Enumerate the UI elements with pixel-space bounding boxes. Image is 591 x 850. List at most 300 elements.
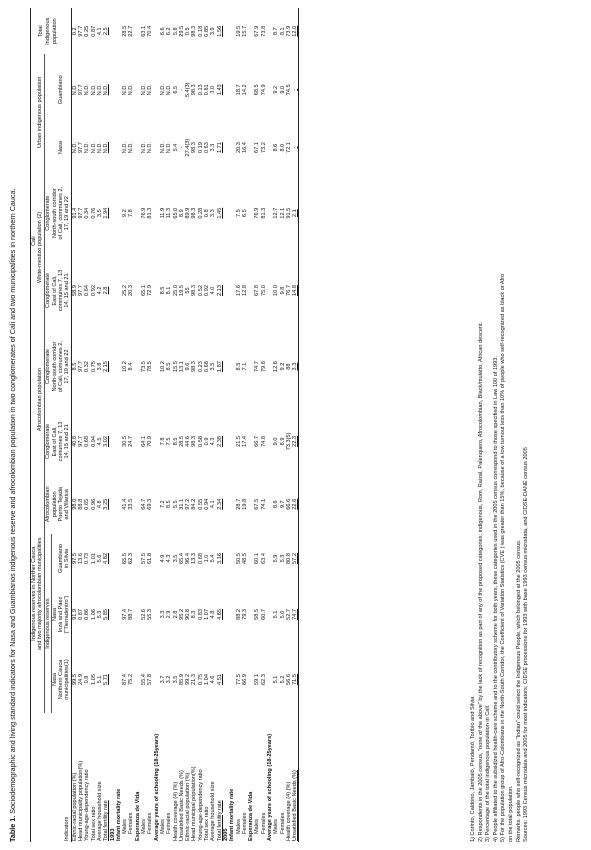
cell-value: 28.7 [235, 498, 242, 510]
header-comm-ns-b1: 17, 19 and 22 [64, 325, 71, 409]
cell-value: 4.82 [103, 553, 110, 564]
cell-value: 31.1 [178, 498, 185, 510]
header-nasa2-sub2: ("Tierradentro") [64, 583, 71, 646]
cell-value: 20.3 [235, 142, 242, 154]
cell-value: 81.3 [147, 207, 154, 219]
cell-value: 12.7 [273, 207, 280, 219]
cell-value: 72.9 [147, 285, 154, 296]
cell-value: 0.23 [197, 361, 204, 373]
cell-value: 0.55 [197, 498, 204, 510]
cell-value: 16.4 [241, 142, 248, 154]
cell-value: 88 [285, 363, 292, 370]
cell-value: 73.3(5) [285, 432, 292, 451]
header-east-cali-1: East of Cali, [51, 426, 58, 457]
header-comm-east-2: communes 7, 13 [58, 269, 65, 312]
cell-value: 1.04 [204, 674, 211, 685]
cell-value: 0.73 [84, 553, 91, 564]
header-nasa-2: Nasa [51, 607, 58, 621]
cell-value: 8.9 [178, 209, 185, 218]
cell-value: 76.7 [285, 285, 292, 296]
cell-value: 30.5 [122, 435, 129, 447]
cell-value: 4.5 [96, 437, 103, 446]
cell-value: 6.6 [159, 27, 166, 36]
cell-value: 3.16 [216, 553, 223, 564]
cell-value: 9.0 [279, 85, 286, 94]
cell-value: 97.4 [122, 609, 129, 620]
cell-value: 4.8 [210, 610, 217, 619]
cell-value: 0.86 [84, 609, 91, 620]
cell-value: 5.4 [172, 143, 179, 152]
table-body [71, 8, 299, 842]
cell-value: N.D. [90, 142, 97, 154]
cell-value: 95.2 [178, 609, 185, 620]
cell-value: 98.0 [71, 498, 78, 510]
header-comm-ns-1: of Cali, comunnes 2, [58, 341, 65, 393]
cell-value: 0.65 [84, 498, 91, 510]
table-caption [8, 12, 17, 842]
cell-value: N.D. [159, 142, 166, 154]
cell-value: 2.15 [103, 361, 110, 373]
cell-value: - [292, 54, 299, 125]
cell-value: 0.5 [185, 27, 192, 36]
header-ns-corridor-1: North-south corridor [51, 341, 58, 392]
row-label: Head municipal population(%) [191, 766, 198, 841]
cell-value: 8.5 [166, 362, 173, 371]
header-comm-ns-b2: 17, 19 and 22 [64, 170, 71, 256]
cell-value: 3.2 [166, 675, 173, 684]
cell-value: N.D. [96, 84, 103, 96]
cell-value: 9.2 [273, 85, 280, 94]
cell-value: 5.5 [172, 500, 179, 509]
cell-value: 25.2 [122, 285, 129, 296]
cell-value: 79.3 [241, 609, 248, 620]
cell-value: 4.2 [96, 286, 103, 295]
row-label: Ethnic-racial population (%) [71, 772, 78, 841]
row-label: Average years of schooling (18-25years) [266, 733, 273, 841]
header-conglomerate-3: Conglomerate [45, 272, 52, 309]
header-afro-4: and Villarica [64, 474, 71, 534]
header-guam-sub: in Silvia [64, 534, 71, 583]
cell-value: 5.4(3) [185, 82, 192, 98]
cell-value: 6.2 [166, 27, 173, 36]
cell-value: 3.5 [96, 209, 103, 218]
cell-value: 91.5 [285, 207, 292, 219]
cell-value: 73.9 [285, 25, 292, 37]
cell-value: 22.3 [292, 408, 299, 474]
cell-value: 48.5 [241, 553, 248, 564]
cell-value: 60.1 [254, 553, 261, 564]
cell-value: 0.19 [197, 142, 204, 154]
cell-value: 0.28 [197, 207, 204, 219]
cell-value: N.D. [71, 142, 78, 154]
cell-value: 3.02 [103, 435, 110, 447]
row-label: Average household size [210, 781, 217, 841]
cell-value: 0.63 [204, 142, 211, 154]
cell-value: 14.2 [241, 84, 248, 96]
cell-value: 12.6 [273, 361, 280, 373]
header-white-pop: White-mestizo population (2) [37, 170, 44, 325]
cell-value: 98.3 [191, 285, 198, 296]
cell-value: 97.7 [78, 84, 85, 96]
cell-value: 13.6 [78, 553, 85, 564]
row-label: Infant mortality rate [115, 788, 122, 841]
row-label: Health coverage (4) (%) [285, 781, 292, 841]
cell-value: 88.7 [128, 609, 135, 620]
cell-value: 3.3 [210, 143, 217, 152]
cell-value: 0.68 [204, 361, 211, 373]
cell-value: 70.9 [147, 435, 154, 447]
cell-value: 75.2 [128, 674, 135, 685]
cell-value: 28.5 [178, 435, 185, 447]
cell-value: 56.6 [285, 674, 292, 685]
cell-value: 5.1 [273, 610, 280, 619]
cell-value: 64.7 [141, 498, 148, 510]
cell-value: 88.2 [235, 609, 242, 620]
row-label: Females [279, 812, 286, 834]
cell-value: 97.7 [78, 285, 85, 296]
cell-value: 2.13 [216, 285, 223, 296]
row-label: Total fertility rate [103, 800, 110, 841]
cell-value: 33.5 [128, 498, 135, 510]
cell-value: 0.8 [204, 209, 211, 218]
cell-value: 59.1 [254, 674, 261, 685]
cell-value: 78.5 [147, 361, 154, 373]
row-label: Total sex ratio [204, 806, 211, 841]
cell-value: 5.9 [273, 554, 280, 563]
cell-value: 24.9 [78, 674, 85, 685]
cell-value: 10.0 [273, 285, 280, 296]
cell-value: 2.8 [172, 610, 179, 619]
cell-value: 3.3 [210, 209, 217, 218]
header-ns-corridor-2: North-south corridor [51, 188, 58, 239]
cell-value: 9.7 [279, 500, 286, 509]
cell-value: 4.8 [96, 500, 103, 509]
cell-value: 52.6 [141, 609, 148, 620]
cell-value: 15.5 [172, 361, 179, 373]
cell-value: 89.9 [185, 207, 192, 219]
cell-value: N.D. [141, 84, 148, 96]
cell-value: 58.5 [254, 609, 261, 620]
cell-value: 0.92 [204, 285, 211, 296]
cell-value: 52.7 [285, 609, 292, 620]
header-nasa-1: Nasa [51, 672, 58, 687]
cell-value: 63.1 [141, 25, 148, 37]
year-label: 2005 [222, 828, 229, 841]
cell-value: 8.5 [235, 362, 242, 371]
footnote: 4) People affiliated to the subsidized health-care scheme and to the contributory scheme for both years, these categories used in the 2005 census correspond to those specified in Law 100 of 1993. [492, 356, 499, 842]
row-label: Females [260, 812, 267, 834]
cell-value: 15.7 [241, 25, 248, 37]
cell-value: 7.2 [159, 500, 166, 509]
cell-value: 67.5 [254, 498, 261, 510]
row-label: Ethnic-racial population (%) [185, 772, 192, 841]
cell-value: 3.3 [159, 610, 166, 619]
cell-value: N.D. [128, 142, 135, 154]
cell-value: 67.9 [254, 25, 261, 37]
header-comm-ns-2: of Cali, communes 2, [58, 186, 65, 240]
cell-value: 7.5 [235, 209, 242, 218]
cell-value: 0.58 [197, 435, 204, 447]
cell-value: 57.2 [292, 534, 299, 583]
header-comm-east-b1: 14, 15 and 21 [64, 408, 71, 474]
cell-value: 64.1 [141, 435, 148, 447]
data-table [30, 8, 299, 842]
header-north-cauca: Indigenous reserves in Norther Cauca [31, 474, 38, 713]
row-label: Esperanza de Vida [248, 791, 255, 841]
cell-value: 98.3 [191, 361, 198, 373]
row-label: Females [166, 812, 173, 834]
header-nasa-sub2: municipalities(1) [64, 646, 71, 713]
cell-value: 55.4 [141, 674, 148, 685]
cell-value: 1.45 [216, 207, 223, 219]
header-guambiano-col: Guambiano [58, 75, 65, 105]
cell-value: 11.9 [159, 207, 166, 219]
cell-value: 0.87 [78, 609, 85, 620]
cell-value: 3.5 [172, 554, 179, 563]
header-nasa-sub1: Northern Cauca [58, 659, 65, 700]
cell-value: 5.3 [279, 554, 286, 563]
footnote: Remarks: people who self-recognized as "Indian" could select the Indigenous People, which belonged at the 2005 census. [515, 539, 522, 842]
cell-value: 14.8 [292, 256, 299, 324]
cell-value: 75.0 [260, 285, 267, 296]
row-label: Males [235, 819, 242, 834]
cell-value: 0.83 [197, 609, 204, 620]
cell-value: 5.2 [279, 675, 286, 684]
cell-value: 62.3 [260, 674, 267, 685]
header-east-cali-2: East of Cali, [51, 275, 58, 306]
row-label: Esperanza de Vida [134, 791, 141, 841]
cell-value: 4.1 [210, 500, 217, 509]
cell-value: 22.7 [128, 25, 135, 37]
cell-value: 98.3 [191, 435, 198, 447]
cell-value: 44.6 [185, 435, 192, 447]
cell-value: 58.9 [71, 285, 78, 296]
cell-value: 74.7 [292, 583, 299, 646]
cell-value: 79.8 [260, 361, 267, 373]
row-label: Total fertility rate [216, 800, 223, 841]
cell-value: 17.4 [241, 435, 248, 447]
cell-value: 67.1 [254, 142, 261, 154]
cell-value: 97.7 [78, 142, 85, 154]
cell-value: 91.4 [71, 207, 78, 219]
cell-value: 1.05 [90, 674, 97, 685]
row-label: Total sex ratio [90, 806, 97, 841]
cell-value: 1.56 [216, 25, 223, 37]
cell-value: 74.5 [285, 84, 292, 96]
cell-value: 5.1 [96, 675, 103, 684]
cell-value: 1.0 [204, 554, 211, 563]
cell-value: 97.2 [185, 498, 192, 510]
cell-value: 0.68 [84, 435, 91, 447]
cell-value: 74.7 [254, 361, 261, 373]
header-cali: Cali [31, 8, 38, 474]
cell-value: 67.8 [254, 285, 261, 296]
cell-value: 40.8 [71, 435, 78, 447]
cell-value: 5.6 [96, 554, 103, 563]
cell-value: N.D. [103, 142, 110, 154]
row-label: Average household size [96, 781, 103, 841]
cell-value: 12.1 [279, 207, 286, 219]
caption-label: Table 1. [8, 815, 17, 842]
cell-value: 0.34 [84, 207, 91, 219]
cell-value: 66.6 [285, 498, 292, 510]
cell-value: 21.3 [191, 674, 198, 685]
cell-value: 0.68 [197, 553, 204, 564]
row-label: Males [122, 819, 129, 834]
cell-value: 1.71 [216, 142, 223, 154]
cell-value: 8.1 [166, 286, 173, 295]
cell-value: 3.5 [210, 362, 217, 371]
cell-value: 1.07 [204, 609, 211, 620]
cell-value: 4.0 [210, 286, 217, 295]
row-label: Males [273, 819, 280, 834]
row-label: Females [241, 812, 248, 834]
row-label: Young-age-dependency ratio [197, 769, 204, 841]
header-nasa2-sub1: Inzá and Páez [58, 596, 65, 633]
row-label: Young-age-dependency ratio [84, 769, 91, 841]
header-conglomerate-4: Conglomerate [45, 195, 52, 231]
cell-value: 19.8 [241, 498, 248, 510]
cell-value: 85.9 [178, 674, 185, 685]
cell-value: 98.3 [191, 25, 198, 37]
cell-value: N.D. [166, 84, 173, 96]
cell-value: 73.5 [141, 361, 148, 373]
cell-value: 61.8 [147, 553, 154, 564]
cell-value: 2.8 [103, 286, 110, 295]
footnote: Sources: 1993 Census microdata and 2005 for most indicators; CIDSE processions for 1993 with base 1993 census microdata, and CIDSE-DANE census 2005 [523, 447, 530, 842]
cell-value: 50.5 [235, 553, 242, 564]
cell-value: 87.4 [122, 674, 129, 685]
caption-text: Sociodemographic and living standard indicators for Nasa and Guambianos indigenous reserve and afrocolombian population in two conglomerates of Cali and two municipalities in northern Cauca. [8, 188, 17, 814]
cell-value: 8.5 [71, 362, 78, 371]
header-indigenous: Indigenous [45, 17, 52, 45]
row-label: Average years of schooling (18-25years) [153, 733, 160, 841]
row-label: Females [147, 812, 154, 834]
cell-value: 9.0 [273, 437, 280, 446]
cell-value: 8.6 [273, 143, 280, 152]
cell-value: 84.2 [191, 498, 198, 510]
cell-value: N.D. [71, 84, 78, 96]
cell-value: 13.1 [178, 361, 185, 373]
cell-value: 0.94 [204, 498, 211, 510]
cell-value: - [178, 88, 185, 91]
cell-value: 97.7 [78, 25, 85, 37]
cell-value: - [292, 125, 299, 170]
cell-value: N.D. [84, 84, 91, 96]
footnote: 1) Corinto, Caldono, Jambaló, Pendamó, Toribío and Silvia. [470, 695, 476, 842]
cell-value: 73.2 [260, 142, 267, 154]
footnotes [470, 12, 531, 842]
cell-value: 4.6 [210, 675, 217, 684]
cell-value: N.D. [166, 142, 173, 154]
cell-value: 8.9 [279, 437, 286, 446]
cell-value: 97.7 [78, 207, 85, 219]
cell-value: 0.8 [84, 675, 91, 684]
cell-value: 10.2 [159, 361, 166, 373]
row-label: Unsatisfied Basic Needs (%) [292, 713, 299, 842]
header-indicators: Indicators [64, 713, 71, 842]
cell-value: 0.94 [90, 435, 97, 447]
cell-value: N.D. [122, 84, 129, 96]
cell-value: 65.0 [172, 207, 179, 219]
footnote: 3) Percentage of the total indigenous population in Cali. [485, 704, 492, 842]
cell-value: 5.1 [273, 675, 280, 684]
cell-value: 24.7 [128, 435, 135, 447]
cell-value: 6.5 [241, 209, 248, 218]
cell-value: 8.5 [166, 500, 173, 509]
row-label: Males [159, 819, 166, 834]
cell-value: 98.3 [191, 142, 198, 154]
cell-value: 76.9 [141, 207, 148, 219]
row-label: Males [141, 819, 148, 834]
cell-value: 81.3 [260, 207, 267, 219]
cell-value: 0.75 [90, 361, 97, 373]
table-row [292, 8, 299, 842]
cell-value: 0.18 [197, 25, 204, 37]
cell-value: 7.8 [159, 437, 166, 446]
cell-value: 7.5 [166, 437, 173, 446]
cell-value: 9.2 [279, 362, 286, 371]
cell-value: 8.7 [273, 27, 280, 36]
cell-value: 20.3 [128, 285, 135, 296]
cell-value: 74.9 [260, 84, 267, 96]
cell-value: 1.87 [216, 361, 223, 373]
cell-value: 1.94 [103, 207, 110, 219]
cell-value: 13.3 [191, 553, 198, 564]
cell-value: 41.4 [122, 498, 129, 510]
cell-value: 2.9 [166, 610, 173, 619]
cell-value: 90.8 [185, 609, 192, 620]
cell-value: 3.0 [210, 85, 217, 94]
cell-value: 11.3 [166, 207, 173, 219]
cell-value: 4.65 [216, 609, 223, 620]
cell-value: 19.5 [178, 285, 185, 296]
header-indigenous-reserves: Indigenous reserves [44, 534, 51, 713]
header-conglomerate-1: Conglomerate [45, 423, 52, 459]
cell-value: 0.76 [90, 207, 97, 219]
cell-value: N.D. [141, 142, 148, 154]
cell-value: 4.3 [210, 437, 217, 446]
cell-value: 5.0 [279, 610, 286, 619]
cell-value: 27.4(3) [185, 138, 192, 157]
cell-value: 70.4 [147, 25, 154, 37]
cell-value: 12.8 [241, 285, 248, 296]
header-total: Total [37, 25, 44, 38]
cell-value: 65.4 [178, 553, 185, 564]
cell-value: 9.6 [185, 362, 192, 371]
cell-value: 28.5 [122, 25, 129, 37]
cell-value: 98.3 [191, 84, 198, 96]
footnote: 5) For the population group of Afro-Colombians in the North-South Corridor, the Coefficient of Variation Statistics (CVE ) was greater than 15%, because of a low turnout less than 10% of people who self-recognized as black or Afro [500, 273, 507, 842]
cell-value: 0.92 [90, 285, 97, 296]
row-label: Males [254, 819, 261, 834]
cell-value: 57.5 [141, 553, 148, 564]
cell-value: 0.85 [204, 25, 211, 37]
cell-value: 65.1 [141, 285, 148, 296]
cell-value: - [178, 146, 185, 149]
header-afro-3: Puerto Tejada [58, 487, 65, 522]
cell-value: 8.6 [273, 500, 280, 509]
header-urban-indigenous: Urban indigenous population [37, 54, 44, 170]
cell-value: 97.7 [78, 435, 85, 447]
cell-value: 5.71 [103, 674, 110, 685]
cell-value: 3.3 [292, 325, 299, 409]
cell-value: 80.8 [285, 553, 292, 564]
cell-value: 8.0 [279, 143, 286, 152]
cell-value: 25.0 [172, 285, 179, 296]
cell-value: 0.32 [84, 361, 91, 373]
cell-value: N.D. [96, 142, 103, 154]
